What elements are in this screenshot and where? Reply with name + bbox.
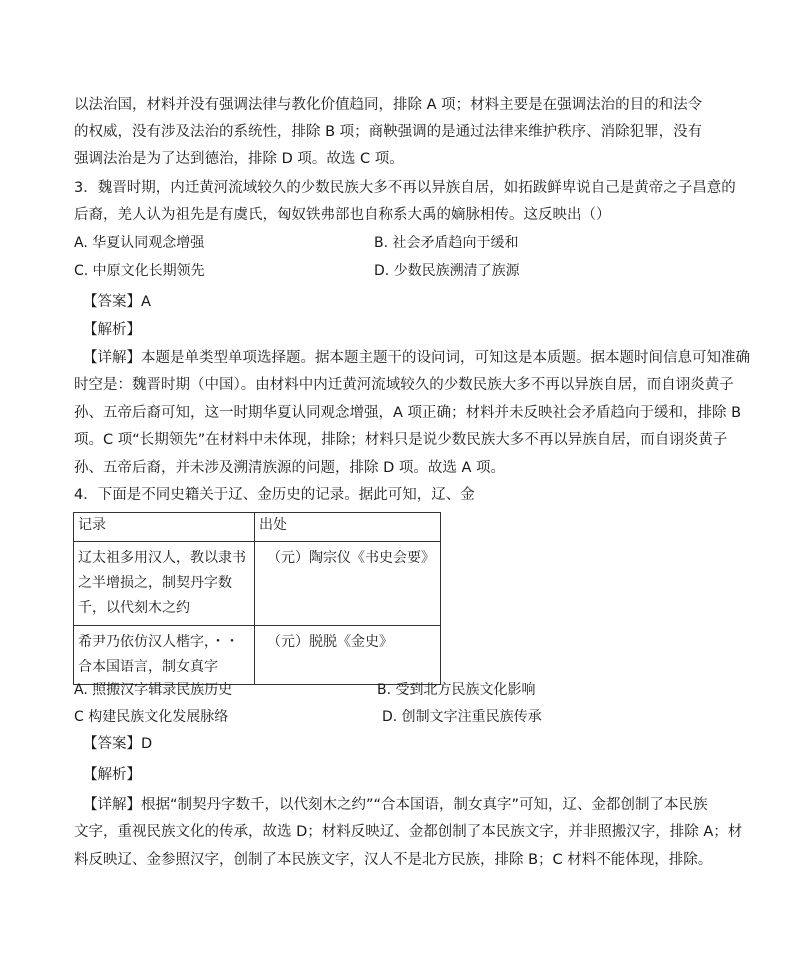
q3-detail-line-3: 孙、五帝后裔可知，这一时期华夏认同观念增强，A 项正确；材料并未反映社会矛盾趋向于缓和，排除 B [74,405,742,421]
prev-analysis-line-1: 以法治国，材料并没有强调法律与教化价值趋同，排除 A 项；材料主要是在强调法治的目的和法令 [74,97,703,113]
q3-analysis-label: 【解析】 [83,322,141,338]
record-text: 希尹乃依仿汉人楷字，・・ [78,634,239,650]
q4-option-b: B. 受到北方民族文化影响 [377,682,536,698]
q3-detail-line-4: 项。C 项“长期领先”在材料中未体现，排除；材料只是说少数民族大多不再以异族自居，而自诩炎黄子 [74,432,728,448]
q3-stem-line-1: 3．魏晋时期，内迁黄河流域较久的少数民族大多不再以异族自居，如拓跋鲜卑说自己是黄帝之子昌意的 [74,180,736,196]
record-cell [74,542,255,626]
q4-answer: 【答案】D [83,736,153,752]
record-text: 辽太祖多用汉人，教以隶书 [78,550,246,566]
history-records-table [73,512,441,685]
q4-detail-line-3: 料反映辽、金参照汉字，创制了本民族文字，汉人不是北方民族，排除 B；C 材料不能体现，排除。 [74,852,713,868]
q4-stem: 4．下面是不同史籍关于辽、金历史的记录。据此可知，辽、金 [74,487,475,503]
q3-detail-line-2: 时空是：魏晋时期（中国）。由材料中内迁黄河流域较久的少数民族大多不再以异族自居，而自诩炎黄子 [74,377,734,393]
q4-option-c: C 构建民族文化发展脉络 [74,709,229,725]
q3-option-c: C. 中原文化长期领先 [74,263,205,279]
prev-analysis-line-3: 强调法治是为了达到德治，排除 D 项。故选 C 项。 [74,151,404,167]
q4-option-d: D. 创制文字注重民族传承 [382,709,542,725]
q4-detail-line-2: 文字，重视民族文化的传承，故选 D；材料反映辽、金都创制了本民族文字，并非照搬汉字，排除 A；材 [74,824,743,840]
record-text: 合本国语言，制女真字 [78,659,218,675]
source-cell: （元）陶宗仪《书史会要》 [255,542,441,626]
record-text: 之半增损之，制契丹字数 [78,575,232,591]
record-cell [74,626,255,685]
table-row [74,542,441,626]
table-header-row [74,513,441,542]
header-source: 出处 [255,513,441,542]
q3-option-b: B. 社会矛盾趋向于缓和 [374,235,519,251]
q4-analysis-label: 【解析】 [83,767,141,783]
q3-answer: 【答案】A [83,294,151,310]
q3-option-a: A. 华夏认同观念增强 [74,235,205,251]
q4-detail-line-1: 【详解】根据“制契丹字数千，以代刻木之约”“合本国语，制女真字”可知，辽、金都创制了本民族 [83,797,708,813]
q3-stem-line-2: 后裔，羌人认为祖先是有虞氏，匈奴铁弗部也自称系大禹的嫡脉相传。这反映出（） [74,207,611,223]
q3-detail-line-1: 【详解】本题是单类型单项选择题。据本题主题干的设问词，可知这是本质题。据本题时间信息可知准确 [83,350,750,366]
record-text: 千，以代刻木之约 [78,600,190,616]
prev-analysis-line-2: 的权威，没有涉及法治的系统性，排除 B 项；商鞅强调的是通过法律来维护秩序、消除犯罪，没有 [74,124,703,140]
table-row [74,626,441,685]
q3-option-d: D. 少数民族溯清了族源 [374,263,520,279]
q4-option-a: A. 照搬汉字辑录民族历史 [74,682,233,698]
source-cell: （元）脱脱《金史》 [255,626,441,685]
header-record: 记录 [74,513,255,542]
q3-detail-line-5: 孙、五帝后裔，并未涉及溯清族源的问题，排除 D 项。故选 A 项。 [74,460,506,476]
